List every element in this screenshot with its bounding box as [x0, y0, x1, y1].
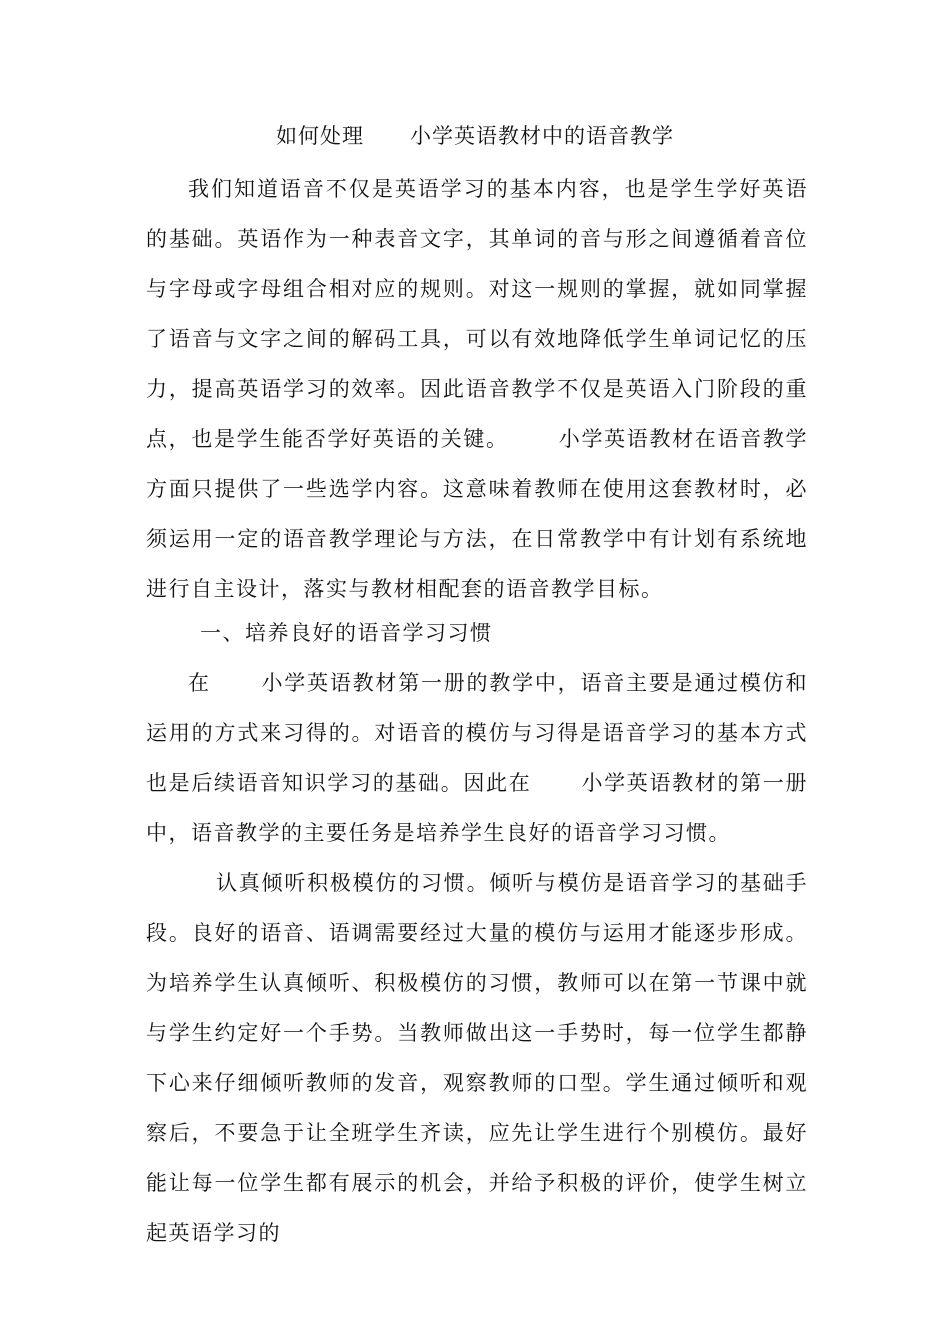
paragraph-2: 在 小学英语教材第一册的教学中，语音主要是通过模仿和运用的方式来习得的。对语音的模仿与习得是语音学习的基本方式也是后续语音知识学习的基础。因此在 小学英语教材的第一册中，语音教学的主要任务是培养学生良好的语音学习习惯。 — [146, 671, 808, 845]
section-heading: 一、培养良好的语音学习习惯 — [200, 621, 493, 645]
paragraph-3: 认真倾听积极模仿的习惯。倾听与模仿是语音学习的基础手段。良好的语音、语调需要经过大量的模仿与运用才能逐步形成。为培养学生认真倾听、积极模仿的习惯，教师可以在第一节课中就与学生约定好一个手势。当教师做出这一手势时，每一位学生都静下心来仔细倾听教师的发音，观察教师的口型。学生通过倾听和观察后，不要急于让全班学生齐读，应先让学生进行个别模仿。最好能让每一位学生都有展示的机会，并给予积极的评价，使学生树立起英语学习的 — [146, 871, 808, 1245]
paragraph-1: 我们知道语音不仅是英语学习的基本内容，也是学生学好英语的基础。英语作为一种表音文字，其单词的音与形之间遵循着音位与字母或字母组合相对应的规则。对这一规则的掌握，就如同掌握了语音与文字之间的解码工具，可以有效地降低学生单词记忆的压力，提高英语学习的效率。因此语音教学不仅是英语入门阶段的重点，也是学生能否学好英语的关键。 小学英语教材在语音教学方面只提供了一些选学内容。这意味着教师在使用这套教材时，必须运用一定的语音教学理论与方法，在日常教学中有计划有系统地进行自主设计，落实与教材相配套的语音教学目标。 — [146, 177, 808, 601]
document-title: 如何处理 小学英语教材中的语音教学 — [275, 124, 675, 148]
